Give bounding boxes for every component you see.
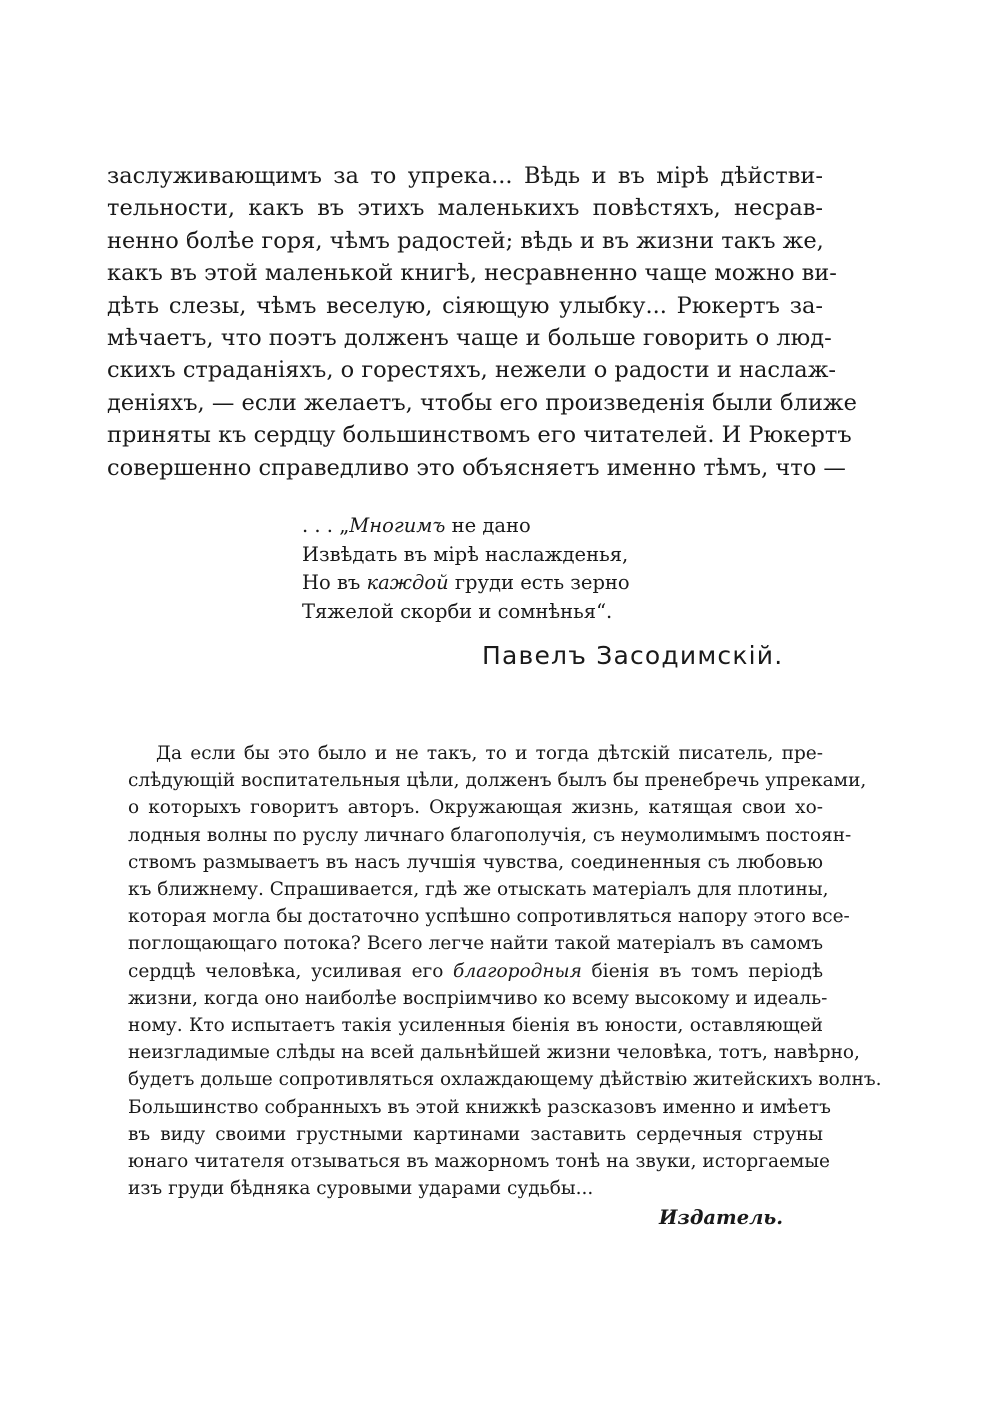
text-line: скихъ страданіяхъ, о горестяхъ, нежели о радости и наслаж- bbox=[107, 357, 836, 384]
publisher-signature: Издатель. bbox=[659, 1206, 784, 1229]
text-line: заслуживающимъ за то упрека... Вѣдь и въ мірѣ дѣйстви- bbox=[107, 163, 823, 189]
text-line: ненно болѣе горя, чѣмъ радостей; вѣдь и въ жизни такъ же, bbox=[107, 227, 824, 254]
poem-italic-word: каждой bbox=[366, 571, 449, 594]
poem-quote bbox=[302, 512, 662, 626]
line-suffix: біенія въ томъ періодѣ bbox=[581, 960, 823, 982]
poem-line-prefix: . . . „ bbox=[302, 514, 350, 537]
text-line: приняты къ сердцу большинствомъ его читателей. И Рюкертъ bbox=[107, 422, 852, 449]
text-line: лодныя волны по руслу личнаго благополучія, съ неумолимымъ постоян- bbox=[128, 824, 852, 846]
poem-line bbox=[302, 512, 662, 541]
quoted-paragraph bbox=[107, 160, 857, 484]
poem-line: Извѣдать въ мірѣ наслажденья, bbox=[302, 542, 629, 566]
text-line: поглощающаго потока? Всего легче найти такой матеріалъ въ самомъ bbox=[128, 933, 823, 955]
italic-word: благородныя bbox=[453, 960, 582, 982]
poem-line-prefix: Но въ bbox=[302, 571, 367, 594]
poem-line: Тяжелой скорби и сомнѣнья“. bbox=[302, 599, 613, 623]
text-line bbox=[128, 958, 823, 985]
text-line: изъ груди бѣдняка суровыми ударами судьбы... bbox=[128, 1178, 594, 1200]
poem-line bbox=[302, 569, 662, 598]
text-line: которая могла бы достаточно успѣшно сопротивляться напору этого все- bbox=[128, 906, 850, 928]
text-line: въ виду своими грустными картинами заставить сердечныя струны bbox=[128, 1123, 823, 1145]
text-line: мѣчаетъ, что поэтъ долженъ чаще и больше говорить о люд- bbox=[107, 325, 832, 352]
text-line: ному. Кто испытаетъ такія усиленныя біенія въ юности, оставляющей bbox=[128, 1015, 823, 1037]
text-line: совершенно справедливо это объясняетъ именно тѣмъ, что — bbox=[107, 454, 846, 481]
publisher-note bbox=[128, 740, 882, 1202]
poem-italic-word: Многимъ bbox=[349, 514, 446, 537]
text-line: жизни, когда оно наиболѣе воспріимчиво ко всему высокому и идеаль- bbox=[128, 987, 828, 1009]
text-line: Да если бы это было и не такъ, то и тогда дѣтскій писатель, пре- bbox=[156, 743, 823, 764]
text-line: о которыхъ говоритъ авторъ. Окружающая жизнь, катящая свои хо- bbox=[128, 797, 823, 819]
poem-line-suffix: не дано bbox=[445, 514, 531, 537]
line-prefix: сердцѣ человѣка, усиливая его bbox=[128, 960, 454, 982]
text-line: будетъ дольше сопротивляться охлаждающему дѣйствію житейскихъ волнъ. bbox=[128, 1069, 882, 1091]
text-line: деніяхъ, — если желаетъ, чтобы его произведенія были ближе bbox=[107, 389, 857, 416]
author-signature: Павелъ Засодимскій. bbox=[482, 641, 784, 670]
text-line: тельности, какъ въ этихъ маленькихъ повѣстяхъ, несрав- bbox=[107, 195, 823, 222]
poem-line-suffix: груди есть зерно bbox=[448, 571, 630, 594]
text-line: слѣдующій воспитательныя цѣли, долженъ былъ бы пренебречь упреками, bbox=[128, 770, 867, 792]
text-line: какъ въ этой маленькой книгѣ, несравненно чаще можно ви- bbox=[107, 260, 837, 287]
text-line: къ ближнему. Спрашивается, гдѣ же отыскать матеріалъ для плотины, bbox=[128, 879, 829, 901]
text-line: ствомъ размываетъ въ насъ лучшія чувства, соединенныя съ любовью bbox=[128, 851, 823, 873]
text-line: дѣть слезы, чѣмъ веселую, сіяющую улыбку... Рюкертъ за- bbox=[107, 292, 823, 319]
text-line: юнаго читателя отзываться въ мажорномъ тонѣ на звуки, исторгаемые bbox=[128, 1151, 830, 1173]
text-line: Большинство собранныхъ въ этой книжкѣ разсказовъ именно и имѣетъ bbox=[128, 1096, 831, 1118]
text-line: неизгладимые слѣды на всей дальнѣйшей жизни человѣка, тотъ, навѣрно, bbox=[128, 1042, 860, 1064]
